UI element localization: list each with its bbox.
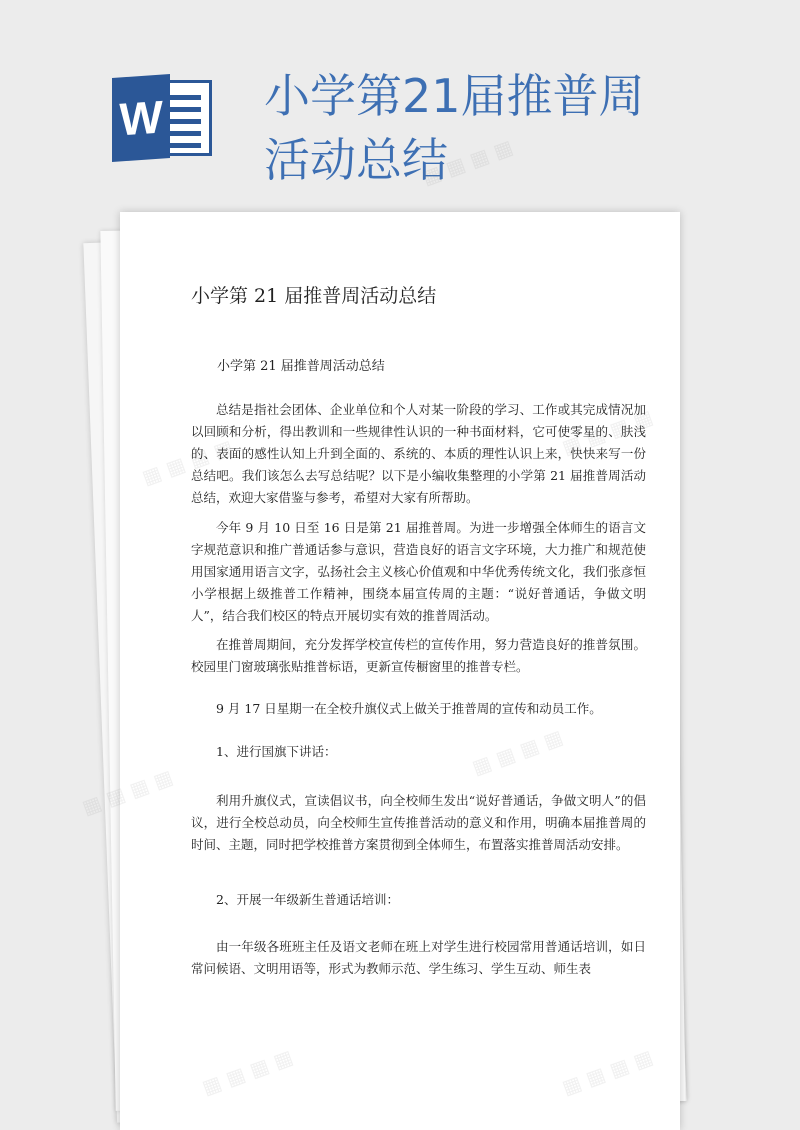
watermark: ▦ ▦ ▦ ▦ (418, 134, 516, 190)
section-heading-1: 1、进行国旗下讲话： (216, 744, 337, 759)
paragraph-kickoff: 9 月 17 日星期一在全校升旗仪式上做关于推普周的宣传和动员工作。 (216, 701, 602, 716)
section-heading-2: 2、开展一年级新生普通话培训： (216, 892, 399, 907)
cover-header (0, 0, 800, 210)
word-doc-icon (112, 76, 212, 160)
paragraph-publicity: 在推普周期间，充分发挥学校宣传栏的宣传作用，努力营造良好的推普氛围。校园里门窗玻璃张贴推普标语，更新宣传橱窗里的推普专栏。 (191, 637, 646, 674)
word-logo-letter: W (112, 74, 170, 162)
cover-title: 小学第21届推普周活动总结 (264, 69, 645, 187)
paragraph-training: 由一年级各班班主任及语文老师在班上对学生进行校园常用普通话培训，如日常问候语、文明用语等，形式为教师示范、学生练习、学生互动、师生表 (191, 939, 646, 976)
document-page (120, 212, 680, 1130)
paragraph-background: 今年 9 月 10 日至 16 日是第 21 届推普周。为进一步增强全体师生的语言文字规范意识和推广普通话参与意识，营造良好的语言文字环境，大力推广和规范使用国家通用语言文字，弘扬社会主义核心价值观和中华优秀传统文化，我们张彦恒小学根据上级推普工作精神，围绕本届宣传周的主题：“说好普通话，争做文明人”，结合我们校区的特点开展切实有效的推普周活动。 (191, 520, 646, 623)
watermark: ▦ (78, 790, 105, 820)
document-title: 小学第 21 届推普周活动总结 (191, 285, 437, 307)
paragraph-flag-speech: 利用升旗仪式，宣读倡议书，向全校师生发出“说好普通话，争做文明人”的倡议，进行全校总动员，向全校师生宣传推普活动的意义和作用，明确本届推普周的时间、主题，同时把学校推普方案贯彻到全体师生，布置落实推普周活动安排。 (191, 793, 646, 852)
paragraph-intro: 总结是指社会团体、企业单位和个人对某一阶段的学习、工作或其完成情况加以回顾和分析，得出教训和一些规律性认识的一种书面材料，它可使零星的、肤浅的、表面的感性认知上升到全面的、系统的、本质的理性认识上来，快快来写一份总结吧。我们该怎么去写总结呢？以下是小编收集整理的小学第 21 届推普周活动总结，欢迎大家借鉴与参考，希望对大家有所帮助。 (191, 402, 646, 505)
document-subtitle: 小学第 21 届推普周活动总结 (217, 359, 385, 374)
